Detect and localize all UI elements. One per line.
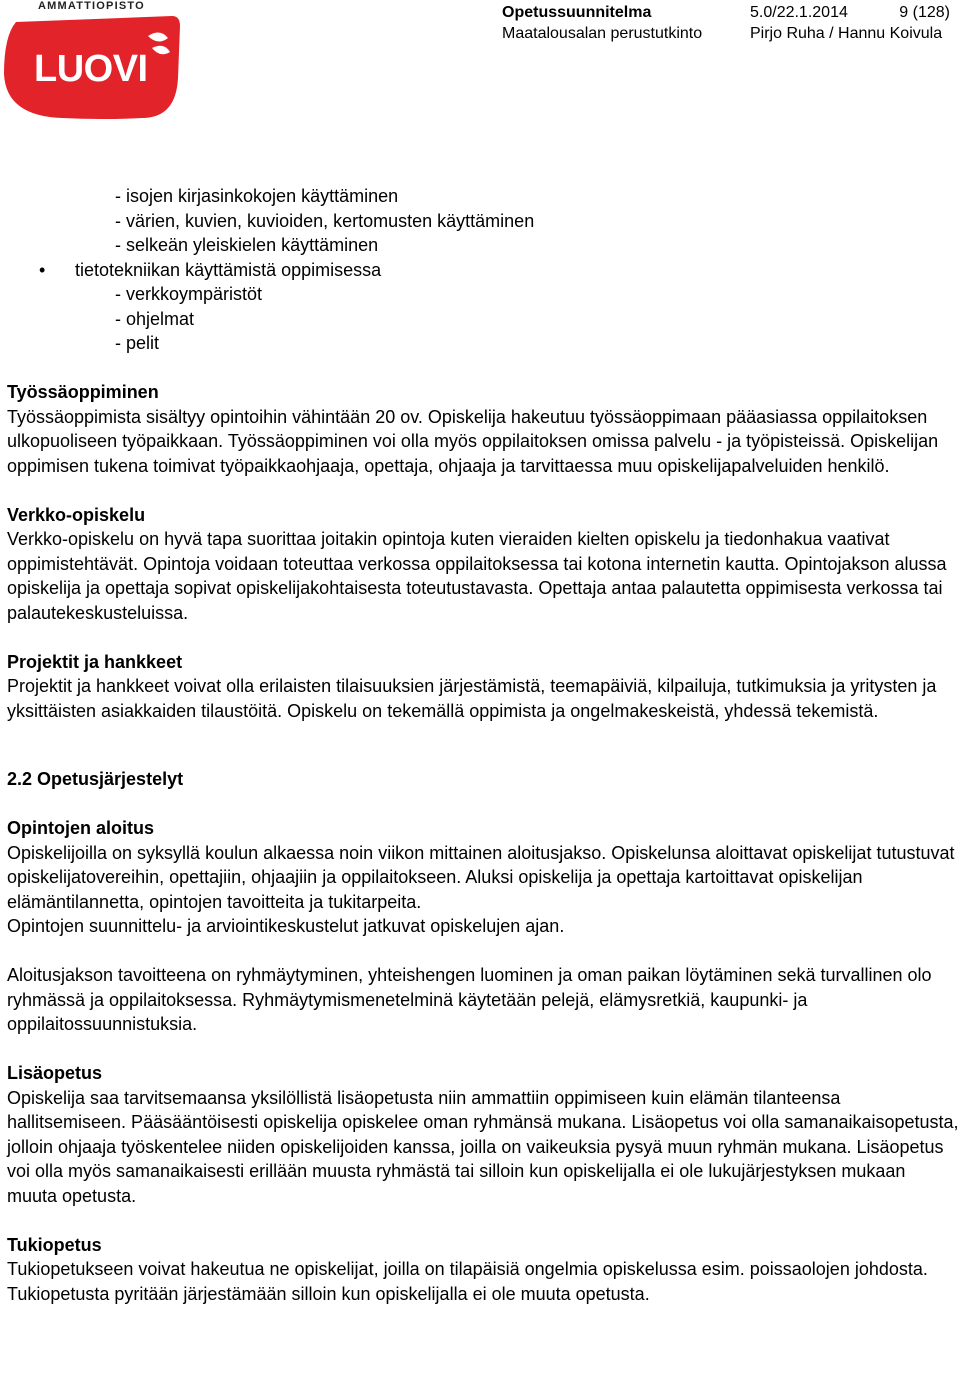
bullet-dot-icon: • [39, 259, 46, 280]
page-number: 9 (128) [899, 4, 950, 21]
doc-title: Opetussuunnitelma [502, 4, 652, 21]
degree-name: Maatalousalan perustutkinto [502, 25, 703, 42]
section-body-projektit: Projektit ja hankkeet voivat olla erilaisten tilaisuuksien järjestämistä, teemapäiviä, kilpailuja, tutkimuksia ja yritysten ja yksittäisten asiakkaiden tilaustöitä. Opiskelu on tekemällä oppimista ja ongelmakeskeistä, yhdessä tekemistä. [7, 676, 937, 721]
list-item: - ohjelmat [115, 308, 195, 329]
section-body-opintojen-aloitus-3: Aloitusjakson tavoitteena on ryhmäytyminen, yhteishengen luominen ja oman paikan löytäminen sekä turvallinen olo ryhmässä ja oppilaitoksessa. Ryhmäytymismenetelminä käytetään pelejä, elämysretkiä, kaupunki- ja oppilaitossuunnistuksia. [7, 965, 932, 1034]
list-item: - värien, kuvien, kuvioiden, kertomusten käyttäminen [115, 210, 535, 231]
section-body-lisaopetus: Opiskelija saa tarvitsemaansa yksilöllistä lisäopetusta niin ammattiin oppimiseen kuin elämän tilanteensa hallitsemiseen. Pääsääntöisesti opiskelija opiskelee oman ryhmänsä mukana. Lisäopetus voi olla samanaikaisopetusta, jolloin ohjaaja työskentelee niiden opiskelijoiden kanssa, joilla on vaikeuksia pysyä muun ryhmän mukana. Lisäopetus voi olla myös samanaikaisesti erillään muusta ryhmästä tai silloin kun opiskelijalla ei ole lukujärjestyksen mukaan muuta opetusta. [7, 1087, 959, 1206]
list-item: - pelit [115, 333, 160, 353]
section-body-tyossaoppiminen: Työssäoppimista sisältyy opintoihin vähintään 20 ov. Opiskelija hakeutuu työssäoppimaan pääasiassa oppilaitoksen ulkopuoliseen työpaikkaan. Työssäoppiminen voi olla myös oppilaitoksen omissa palvelu - ja työpisteissä. Opiskelijan oppimisen tukena toimivat työpaikkaohjaaja, opettaja, ohjaaja ja tarvittaessa muu opiskelijapalveluiden henkilö. [7, 406, 939, 476]
section-body-opintojen-aloitus: Opiskelijoilla on syksyllä koulun alkaessa noin viikon mittainen aloitusjakso. Opiskelunsa aloittavat opiskelijat tutustuvat opiskelijatovereihin, opettajiin, ohjaajiin ja oppilaitokseen. Aluksi opiskelija ja opettaja kartoittavat opiskelijan elämäntilannetta, opintojen tavoitteita ja tukitarpeita. [7, 842, 955, 912]
section-heading-tukiopetus: Tukiopetus [7, 1234, 102, 1255]
logo-name: LUOVI [34, 48, 148, 90]
section-heading-opintojen-aloitus: Opintojen aloitus [7, 818, 154, 838]
chapter-heading: 2.2 Opetusjärjestelyt [7, 769, 184, 789]
bullet-item [7, 258, 960, 283]
list-item: - selkeän yleiskielen käyttäminen [115, 235, 379, 255]
luovi-logo [0, 0, 182, 124]
document-body [7, 184, 960, 1306]
section-body-opintojen-aloitus-2: Opintojen suunnittelu- ja arviointikeskustelut jatkuvat opiskelujen ajan. [7, 916, 565, 936]
section-heading-verkko-opiskelu: Verkko-opiskelu [7, 504, 146, 525]
section-heading-projektit: Projektit ja hankkeet [7, 651, 183, 672]
section-body-verkko-opiskelu: Verkko-opiskelu on hyvä tapa suorittaa joitakin opintoja kuten vieraiden kielten opiskelu ja tiedonhakua vaativat oppimistehtävät. Opintoja voidaan toteuttaa verkossa oppilaitoksessa tai kotona internetin kautta. Opintojakson alussa opiskelija ja opettaja sopivat opiskelijakohtaisesta toteutustavasta. Opettaja antaa palautetta oppimisesta verkossa tai palautekeskusteluissa. [7, 529, 947, 623]
list-item: - verkkoympäristöt [115, 284, 263, 304]
section-body-tukiopetus: Tukiopetukseen voivat hakeutua ne opiskelijat, joilla on tilapäisiä ongelmia opiskelussa esim. poissaolojen johdosta. Tukiopetusta pyritään järjestämään silloin kun opiskelijalla ei ole muuta opetusta. [7, 1259, 928, 1304]
section-heading-lisaopetus: Lisäopetus [7, 1063, 103, 1083]
section-heading-tyossaoppiminen: Työssäoppiminen [7, 382, 159, 402]
header-version [750, 2, 958, 44]
list-item: - isojen kirjasinkokojen käyttäminen [115, 186, 399, 206]
bullet-text: tietotekniikan käyttämistä oppimisessa [75, 259, 382, 280]
version: 5.0/22.1.2014 [750, 4, 848, 21]
authors: Pirjo Ruha / Hannu Koivula [750, 25, 943, 42]
header-document [502, 2, 702, 44]
logo-top-label: AMMATTIOPISTO [38, 0, 145, 12]
